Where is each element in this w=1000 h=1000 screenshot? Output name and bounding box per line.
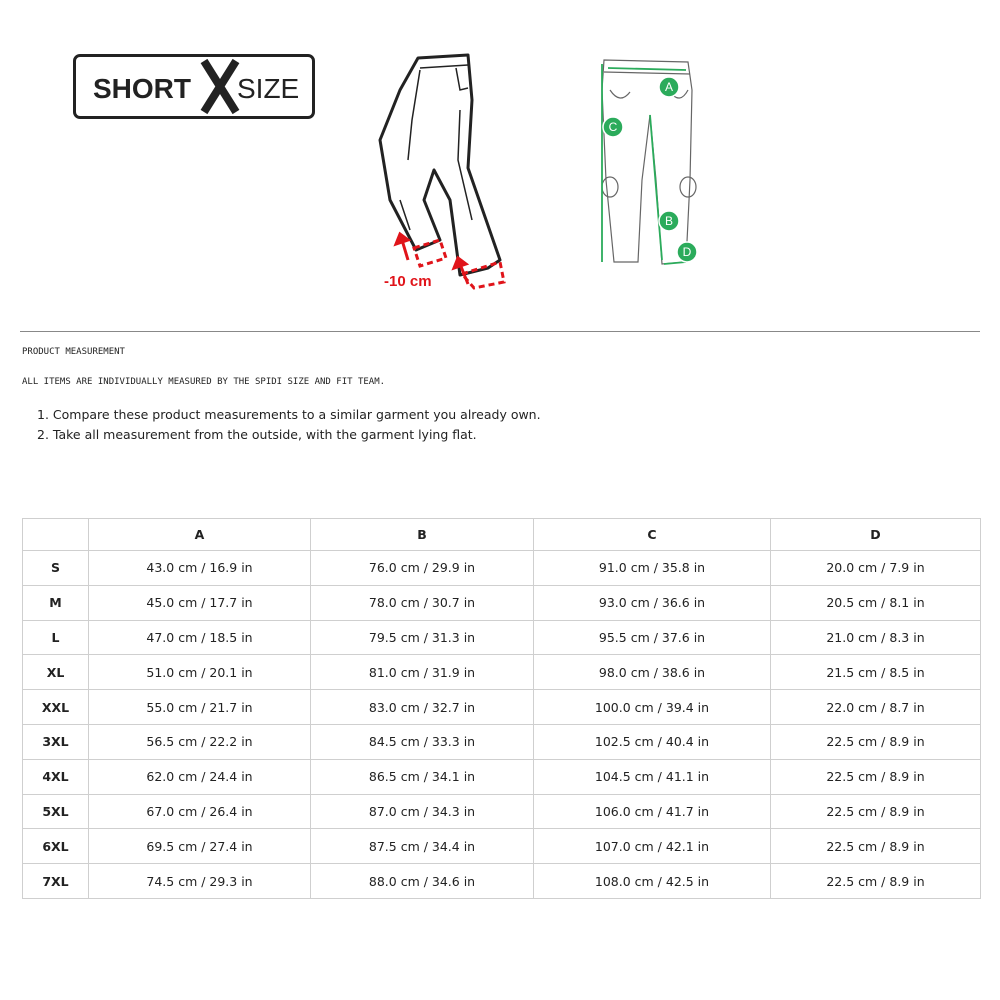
measurement-cell: 22.0 cm / 8.7 in xyxy=(771,690,981,725)
measurement-cell: 78.0 cm / 30.7 in xyxy=(311,585,534,620)
measurement-cell: 95.5 cm / 37.6 in xyxy=(534,620,771,655)
table-header-cell: D xyxy=(771,519,981,551)
table-row xyxy=(23,759,981,794)
table-header-cell xyxy=(23,519,89,551)
shortened-hem-right xyxy=(462,262,504,288)
measurement-cell: 107.0 cm / 42.1 in xyxy=(534,829,771,864)
table-row xyxy=(23,794,981,829)
measurement-cell: 76.0 cm / 29.9 in xyxy=(311,551,534,586)
measurement-cell: 22.5 cm / 8.9 in xyxy=(771,759,981,794)
table-header-row xyxy=(23,519,981,551)
instructions-list xyxy=(37,406,541,446)
pants-side-illustration xyxy=(360,50,560,300)
measurement-cell: 43.0 cm / 16.9 in xyxy=(89,551,311,586)
measurement-cell: 67.0 cm / 26.4 in xyxy=(89,794,311,829)
pants-front-illustration xyxy=(590,50,720,275)
measurement-cell: 84.5 cm / 33.3 in xyxy=(311,724,534,759)
arrow-left-head xyxy=(396,234,408,244)
measurement-cell: 108.0 cm / 42.5 in xyxy=(534,864,771,899)
section-subheading: ALL ITEMS ARE INDIVIDUALLY MEASURED BY THE SPIDI SIZE AND FIT TEAM. xyxy=(22,377,386,387)
measurement-cell: 87.0 cm / 34.3 in xyxy=(311,794,534,829)
measurement-cell: 91.0 cm / 35.8 in xyxy=(534,551,771,586)
measurement-cell: 20.0 cm / 7.9 in xyxy=(771,551,981,586)
size-label-cell: S xyxy=(23,551,89,586)
table-row xyxy=(23,829,981,864)
measurement-cell: 100.0 cm / 39.4 in xyxy=(534,690,771,725)
table-row xyxy=(23,620,981,655)
measurement-cell: 22.5 cm / 8.9 in xyxy=(771,829,981,864)
rear-seam-line xyxy=(408,70,420,160)
marker-c-label: C xyxy=(608,120,618,134)
measurement-cell: 62.0 cm / 24.4 in xyxy=(89,759,311,794)
table-header-cell: C xyxy=(534,519,771,551)
pocket-line xyxy=(456,68,468,90)
table-row xyxy=(23,864,981,899)
size-label-cell: L xyxy=(23,620,89,655)
size-label-cell: XXL xyxy=(23,690,89,725)
knee-seam-line xyxy=(400,200,410,230)
measurement-cell: 22.5 cm / 8.9 in xyxy=(771,794,981,829)
marker-d-label: D xyxy=(682,245,692,259)
measurement-cell: 83.0 cm / 32.7 in xyxy=(311,690,534,725)
knee-pad-right xyxy=(680,177,696,197)
measurement-cell: 22.5 cm / 8.9 in xyxy=(771,724,981,759)
measure-line-d xyxy=(664,262,686,264)
measurement-cell: 69.5 cm / 27.4 in xyxy=(89,829,311,864)
logo-x-mark xyxy=(204,61,236,112)
knee-pad-left xyxy=(602,177,618,197)
size-label-cell: 3XL xyxy=(23,724,89,759)
size-label-cell: 7XL xyxy=(23,864,89,899)
size-label-cell: M xyxy=(23,585,89,620)
measurement-cell: 93.0 cm / 36.6 in xyxy=(534,585,771,620)
table-row xyxy=(23,551,981,586)
measurement-cell: 102.5 cm / 40.4 in xyxy=(534,724,771,759)
arrow-right-head xyxy=(454,258,466,268)
marker-a-label: A xyxy=(664,80,674,94)
measurement-cell: 86.5 cm / 34.1 in xyxy=(311,759,534,794)
measurement-cell: 22.5 cm / 8.9 in xyxy=(771,864,981,899)
section-divider xyxy=(20,331,980,332)
table-body xyxy=(23,551,981,899)
table-header-cell: A xyxy=(89,519,311,551)
shortening-label: -10 cm xyxy=(384,273,432,290)
measurement-cell: 98.0 cm / 38.6 in xyxy=(534,655,771,690)
instruction-item: 1. Compare these product measurements to a similar garment you already own. xyxy=(37,407,541,422)
logo-text-size: SIZE xyxy=(237,73,300,104)
size-label-cell: 5XL xyxy=(23,794,89,829)
front-waistband-line xyxy=(604,72,690,74)
measurement-cell: 88.0 cm / 34.6 in xyxy=(311,864,534,899)
logo-text-short: SHORT xyxy=(93,73,191,104)
table-row xyxy=(23,585,981,620)
waistband-line xyxy=(420,65,468,68)
short-size-logo xyxy=(73,54,315,119)
measure-line-b xyxy=(650,115,662,260)
table-row xyxy=(23,690,981,725)
short-size-logo-art xyxy=(76,57,312,116)
measurement-cell: 20.5 cm / 8.1 in xyxy=(771,585,981,620)
measurement-cell: 21.0 cm / 8.3 in xyxy=(771,620,981,655)
measure-line-a xyxy=(608,68,686,70)
section-heading: PRODUCT MEASUREMENT xyxy=(22,347,125,357)
table-header-cell: B xyxy=(311,519,534,551)
size-chart-table xyxy=(22,518,981,899)
marker-b-label: B xyxy=(664,214,674,228)
measurement-cell: 51.0 cm / 20.1 in xyxy=(89,655,311,690)
measurement-cell: 104.5 cm / 41.1 in xyxy=(534,759,771,794)
table-row xyxy=(23,724,981,759)
measurement-cell: 45.0 cm / 17.7 in xyxy=(89,585,311,620)
measurement-cell: 47.0 cm / 18.5 in xyxy=(89,620,311,655)
measurement-cell: 56.5 cm / 22.2 in xyxy=(89,724,311,759)
size-label-cell: XL xyxy=(23,655,89,690)
measurement-cell: 79.5 cm / 31.3 in xyxy=(311,620,534,655)
table-row xyxy=(23,655,981,690)
measurement-cell: 87.5 cm / 34.4 in xyxy=(311,829,534,864)
measurement-cell: 21.5 cm / 8.5 in xyxy=(771,655,981,690)
size-label-cell: 6XL xyxy=(23,829,89,864)
size-label-cell: 4XL xyxy=(23,759,89,794)
measurement-cell: 81.0 cm / 31.9 in xyxy=(311,655,534,690)
instruction-item: 2. Take all measurement from the outside, with the garment lying flat. xyxy=(37,427,477,442)
measurement-cell: 55.0 cm / 21.7 in xyxy=(89,690,311,725)
measurement-cell: 106.0 cm / 41.7 in xyxy=(534,794,771,829)
measurement-cell: 74.5 cm / 29.3 in xyxy=(89,864,311,899)
front-pocket-left xyxy=(610,90,630,98)
